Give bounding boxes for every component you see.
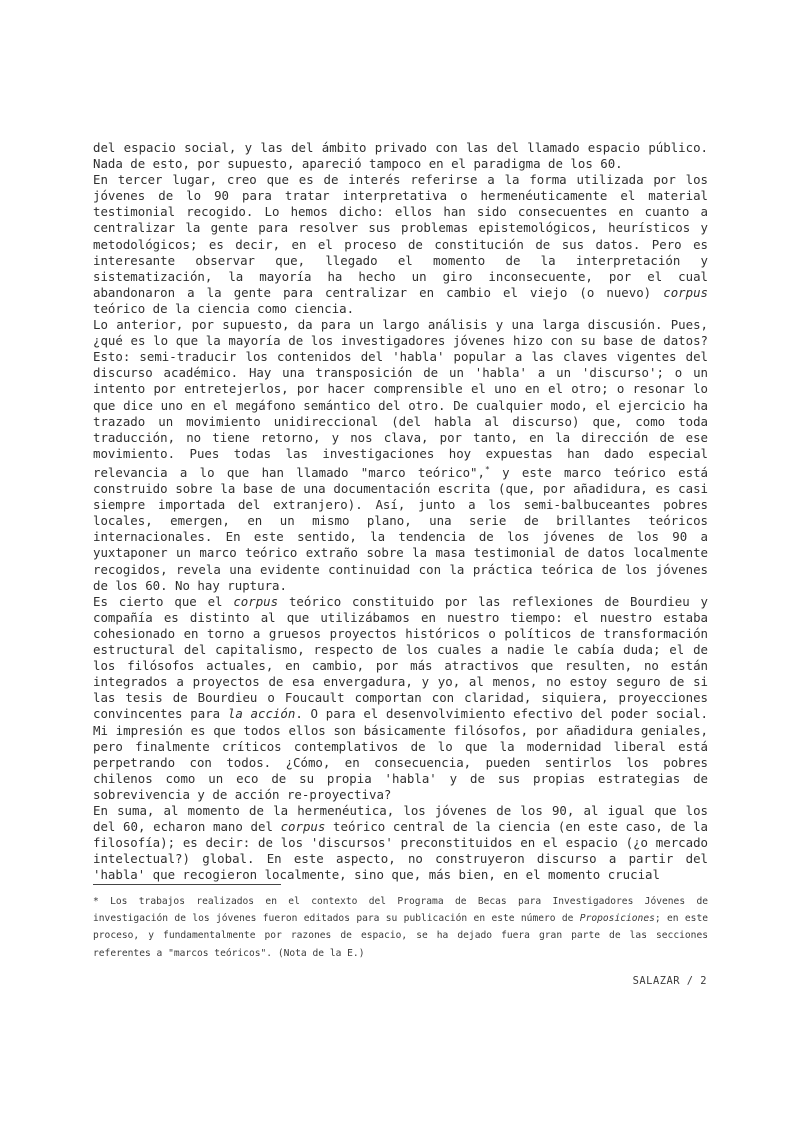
footnote-emphasis: Proposiciones <box>579 913 655 925</box>
paragraph-4-text-b: teórico constituido por las reflexiones de Bourdieu y compañía es distinto al que utilizábamos en nuestro tiempo: el nuestro estaba cohesionado en torno a gruesos proyectos históricos o políticos de transformación estructural del capitalismo, respecto de los cuales a nadie le cabía duda; el de los filósofos actuales, en cambio, por más atractivos que resulten, no están integrados a proyectos de esa envergadura, y yo, al menos, no estoy seguro de si las tesis de Bourdieu o Foucault comportan con claridad, siquiera, proyecciones convincentes para <box>93 593 708 722</box>
footnote-divider <box>93 884 281 885</box>
paragraph-2-text-b: teórico de la ciencia como ciencia. <box>93 300 355 316</box>
footnote-text-a: Los trabajos realizados en el contexto del Programa de Becas para Investigadores Jóvenes de investigación de los jóvenes fueron editados para su publicación en este número de <box>93 896 708 925</box>
footnote-reference-mark: * <box>484 464 490 474</box>
paragraph-5 <box>93 803 708 883</box>
paragraph-2 <box>93 172 708 317</box>
paragraph-5-emphasis: corpus <box>280 819 326 835</box>
page-body <box>93 140 708 883</box>
paragraph-3-text-a: Lo anterior, por supuesto, da para un largo análisis y una larga discusión. Pues, ¿qué es lo que la mayoría de los investigadores jóvenes hizo con su base de datos? Esto: semi-traducir los contenidos del 'habla' popular a las claves vigentes del discurso académico. Hay una transposición de un 'habla' a un 'discurso'; o un intento por entretejerlos, por hacer comprensible el uno en el otro; o resonar lo que dice uno en el megáfono semántico del otro. De cualquier modo, el ejercicio ha trazado un movimiento unidireccional (del habla al discurso) que, como toda traducción, no tiene retorno, y nos clava, por tanto, en la dirección de ese movimiento. Pues todas las investigaciones hoy expuestas han dado especial relevancia a lo que han llamado "marco teórico", <box>93 317 708 480</box>
paragraph-4-emphasis-1: corpus <box>233 593 279 609</box>
paragraph-3-text-b: y este marco teórico está construido sobre la base de una documentación escrita (que, por añadidura, es casi siempre importada del extranjero). Así, junto a los semi-balbuceantes pobres locales, emergen, en un mismo plano, una serie de brillantes teóricos internacionales. En este sentido, la tendencia de los jóvenes de los 90 a yuxtaponer un marco teórico extraño sobre la masa testimonial de datos localmente recogidos, revela una evidente continuidad con la práctica teórica de los jóvenes de los 60. No hay ruptura. <box>93 465 708 593</box>
paragraph-4 <box>93 594 708 803</box>
paragraph-2-text-a: En tercer lugar, creo que es de interés referirse a la forma utilizada por los jóvenes de lo 90 para tratar interpretativa o hermenéuticamente el material testimonial recogido. Lo hemos dicho: ellos han sido consecuentes en cuanto a centralizar la gente para resolver sus problemas epistemológicos, heurísticos y metodológicos; es decir, en el proceso de constitución de sus datos. Pero es interesante observar que, llegado el momento de la interpretación y sistematización, la mayoría ha hecho un giro inconsecuente, por el cual abandonaron a la gente para centralizar en cambio el viejo (o nuevo) <box>93 172 708 300</box>
footnote <box>93 893 708 962</box>
paragraph-5-text-a: En suma, al momento de la hermenéutica, los jóvenes de los 90, al igual que los del 60, echaron mano del <box>93 802 708 835</box>
footnote-text-b: ; en este proceso, y fundamentalmente por razones de espacio, se ha dejado fuera gran parte de las secciones referentes a "marcos teóricos". (Nota de la E.) <box>93 913 709 959</box>
paragraph-4-text-c: . O para el desenvolvimiento efectivo del poder social. Mi impresión es que todos ellos son básicamente filósofos, por añadidura geniales, pero finalmente críticos contemplativos de lo que la modernidad liberal está perpetrando con todos. ¿Cómo, en consecuencia, pueden sentirlos los pobres chilenos como un eco de su propia 'habla' y de sus propias estrategias de sobrevivencia y de acción re-proyectiva? <box>93 706 708 802</box>
paragraph-1: del espacio social, y las del ámbito privado con las del llamado espacio público. Nada de esto, por supuesto, apareció tampoco en el paradigma de los 60. <box>93 140 708 172</box>
paragraph-4-text-a: Es cierto que el <box>93 593 234 609</box>
paragraph-5-text-b: teórico central de la ciencia (en este caso, de la filosofía); es decir: de los 'discursos' preconstituidos en el espacio (¿o mercado intelectual?) global. En este aspecto, no construyeron discurso a partir del 'habla' que recogieron localmente, sino que, más bien, en el momento crucial <box>93 819 708 883</box>
footnote-mark: * <box>93 896 99 907</box>
paragraph-4-emphasis-2: la acción <box>227 706 296 722</box>
paragraph-3 <box>93 317 708 594</box>
page-number-footer: SALAZAR / 2 <box>632 975 707 987</box>
paragraph-2-emphasis: corpus <box>663 284 708 300</box>
